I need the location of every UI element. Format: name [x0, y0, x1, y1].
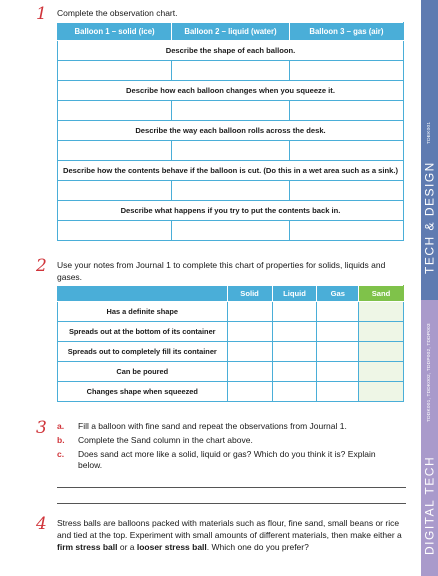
table-row — [58, 302, 404, 322]
item-text: Complete the Sand column in the chart above. — [78, 435, 253, 445]
question-number-4: 4 — [36, 514, 47, 534]
answer-line[interactable] — [57, 487, 406, 488]
column-header-sand: Sand — [359, 286, 404, 302]
prompt-shape: Describe the shape of each balloon. — [58, 41, 404, 61]
q4-text-after: . Which one do you prefer? — [206, 542, 309, 552]
list-item — [57, 421, 407, 432]
answer-cell[interactable] — [317, 362, 359, 382]
answer-cell[interactable] — [227, 322, 272, 342]
answer-cell[interactable] — [289, 181, 403, 201]
sand-answer-cell[interactable] — [359, 302, 404, 322]
q4-or: or a — [117, 542, 137, 552]
tech-design-label: TECH & DESIGN — [422, 161, 437, 274]
prompt-put-back: Describe what happens if you try to put the contents back in. — [58, 201, 404, 221]
row-label: Spreads out at the bottom of its container — [58, 322, 228, 342]
row-label: Has a definite shape — [58, 302, 228, 322]
column-header-balloon-3: Balloon 3 – gas (air) — [289, 23, 403, 41]
column-header-balloon-2: Balloon 2 – liquid (water) — [172, 23, 290, 41]
answer-cell[interactable] — [272, 362, 317, 382]
answer-cell[interactable] — [58, 221, 172, 241]
answer-cell[interactable] — [172, 181, 290, 201]
list-item — [57, 449, 407, 471]
column-header-solid: Solid — [227, 286, 272, 302]
item-text: Does sand act more like a solid, liquid or gas? Which do you think it is? Explain below. — [78, 449, 376, 470]
answer-cell[interactable] — [172, 101, 290, 121]
answer-cell[interactable] — [227, 302, 272, 322]
observation-chart-header-row — [58, 23, 404, 41]
answer-cell[interactable] — [227, 342, 272, 362]
column-header-gas: Gas — [317, 286, 359, 302]
q4-looser: looser stress ball — [136, 542, 207, 552]
answer-cell[interactable] — [272, 382, 317, 402]
sand-answer-cell[interactable] — [359, 342, 404, 362]
table-row — [58, 322, 404, 342]
q4-text-before: Stress balls are balloons packed with materials such as flour, fine sand, small beans or rice and tied at the top. Experiment with small amounts of different materials, then make either a — [57, 518, 402, 540]
question-4-text — [57, 517, 409, 553]
subject-sidebar — [421, 0, 438, 576]
answer-cell[interactable] — [289, 101, 403, 121]
list-item — [57, 435, 407, 446]
question-number-2: 2 — [36, 256, 47, 276]
answer-cell[interactable] — [272, 302, 317, 322]
prompt-cut: Describe how the contents behave if the balloon is cut. (Do this in a wet area such as a sink.) — [58, 161, 404, 181]
answer-cell[interactable] — [58, 101, 172, 121]
item-letter: a. — [57, 421, 65, 431]
observation-chart — [57, 22, 404, 241]
question-number-1: 1 — [36, 4, 47, 24]
table-row — [58, 362, 404, 382]
column-header-balloon-1: Balloon 1 – solid (ice) — [58, 23, 172, 41]
properties-chart-header-row — [58, 286, 404, 302]
answer-cell[interactable] — [272, 322, 317, 342]
answer-cell[interactable] — [272, 342, 317, 362]
table-row — [58, 382, 404, 402]
digital-tech-label: DIGITAL TECH — [422, 455, 437, 555]
answer-cell[interactable] — [172, 61, 290, 81]
q4-firm: firm stress ball — [57, 542, 118, 552]
question-1-text: Complete the observation chart. — [57, 8, 178, 18]
answer-cell[interactable] — [289, 61, 403, 81]
answer-cell[interactable] — [58, 141, 172, 161]
properties-chart — [57, 285, 404, 402]
answer-line[interactable] — [57, 503, 406, 504]
answer-cell[interactable] — [317, 322, 359, 342]
answer-cell[interactable] — [317, 342, 359, 362]
sand-answer-cell[interactable] — [359, 382, 404, 402]
question-number-3: 3 — [36, 418, 47, 438]
item-letter: b. — [57, 435, 65, 445]
column-header-liquid: Liquid — [272, 286, 317, 302]
answer-cell[interactable] — [172, 221, 290, 241]
answer-cell[interactable] — [172, 141, 290, 161]
header-corner — [58, 286, 228, 302]
item-letter: c. — [57, 449, 65, 459]
answer-cell[interactable] — [289, 221, 403, 241]
question-2-text: Use your notes from Journal 1 to complete this chart of properties for solids, liquids and gases. — [57, 260, 386, 282]
answer-cell[interactable] — [58, 61, 172, 81]
row-label: Spreads out to completely fill its container — [58, 342, 228, 362]
answer-cell[interactable] — [227, 382, 272, 402]
answer-cell[interactable] — [317, 302, 359, 322]
prompt-squeeze: Describe how each balloon changes when you squeeze it. — [58, 81, 404, 101]
answer-cell[interactable] — [58, 181, 172, 201]
sand-answer-cell[interactable] — [359, 322, 404, 342]
question-3-list — [57, 421, 407, 474]
answer-cell[interactable] — [289, 141, 403, 161]
item-text: Fill a balloon with fine sand and repeat the observations from Journal 1. — [78, 421, 347, 431]
row-label: Can be poured — [58, 362, 228, 382]
digital-tech-codes: TDDK001, TDDK002, TDDP002, TDDP003 — [427, 323, 432, 422]
answer-cell[interactable] — [317, 382, 359, 402]
row-label: Changes shape when squeezed — [58, 382, 228, 402]
tech-design-code: TDEK001 — [427, 121, 432, 145]
answer-cell[interactable] — [227, 362, 272, 382]
table-row — [58, 342, 404, 362]
prompt-roll: Describe the way each balloon rolls across the desk. — [58, 121, 404, 141]
sand-answer-cell[interactable] — [359, 362, 404, 382]
